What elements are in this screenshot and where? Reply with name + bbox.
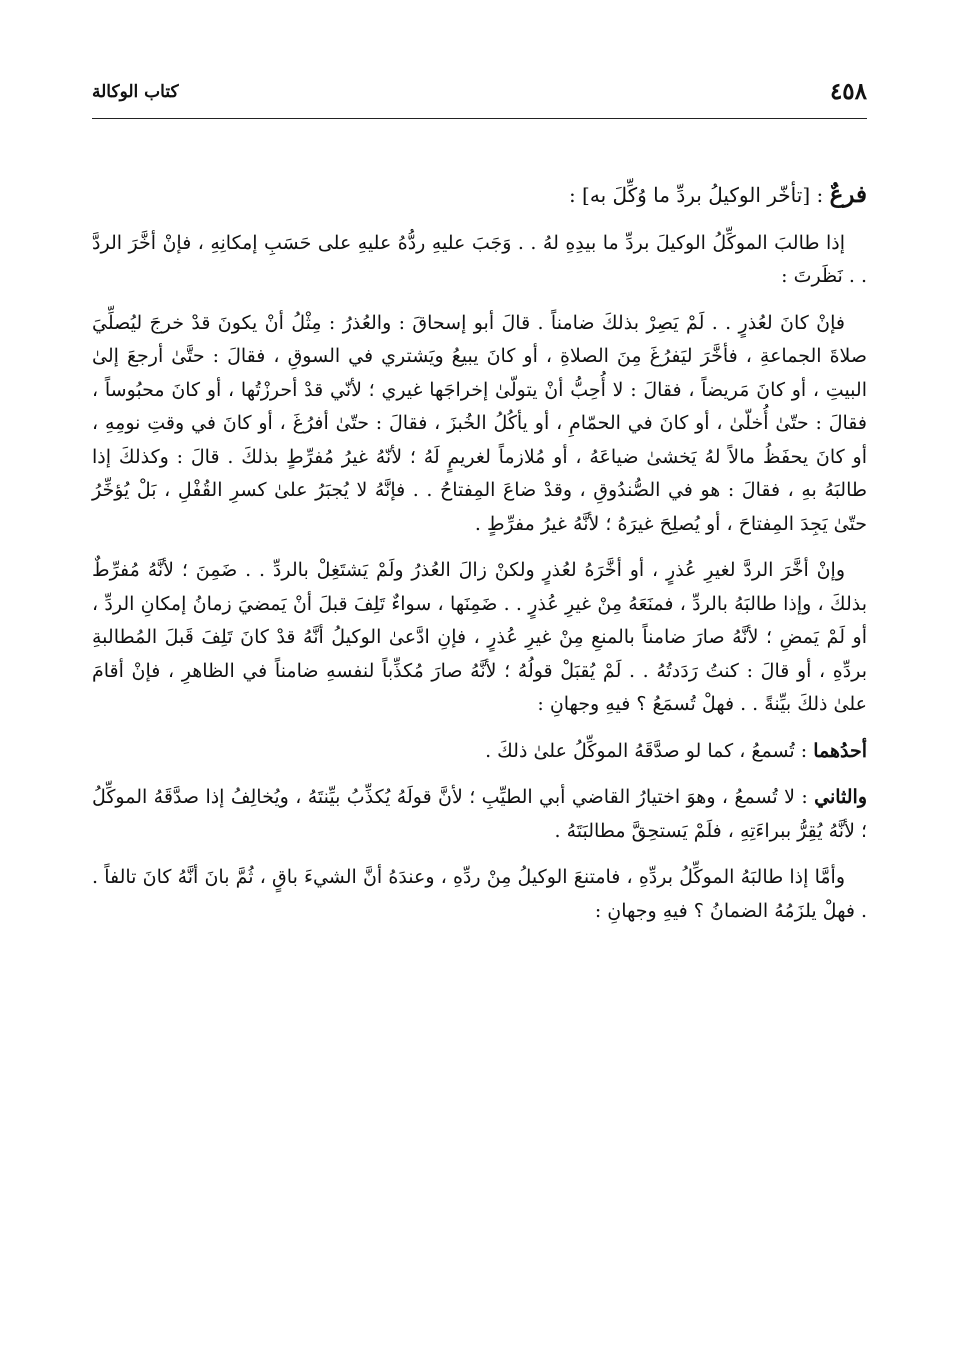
final-paragraph: وأمَّا إذا طالبَهُ الموكِّلُ بردِّهِ ، فامتنعَ الوكيلُ مِنْ ردِّهِ ، وعندَهُ أنَّ الشيءَ باقٍ ، ثُمَّ بانَ أنَّهُ كانَ تالفاً . . فهلْ يلزَمُهُ الضمانُ ؟ فيهِ وجهانِ : [92, 866, 867, 922]
page-number: ٤٥٨ [829, 78, 867, 105]
first-view-label: أحدُهما [813, 739, 867, 762]
paragraph-2: فإنْ كانَ لعُذرٍ . . لَمْ يَصِرْ بذلكَ ضامناً . قالَ أبو إسحاقَ : والعُذرُ : مِثْلُ أنْ يكونَ قدْ خرجَ ليُصلِّيَ صلاةَ الجماعةِ ، فأخَّرَ ليَفرُغَ مِنَ الصلاةِ ، أو كانَ يبيعُ ويَشتري في السوقِ ، فقالَ : حتَّىٰ أرجعَ إلىٰ البيتِ ، أو كانَ مَريضاً ، فقالَ : لا أُحِبُّ أنْ يتولّىٰ إخراجَها غيري ؛ لأنّي قدْ أحرزْتُها ، أو كانَ محبُوساً ، فقالَ : حتّىٰ أُخلّىٰ ، أو كانَ في الحمّامِ ، أو يأكُلُ الخُبزَ ، فقالَ : حتّىٰ أفرُغَ ، أو كانَ في وقتِ نومِهِ ، أو كانَ يحفَظُ مالاً لهُ يَخشىٰ ضياعَهُ ، أو مُلازماً لغريمٍ لَهُ ؛ لأنّهُ غيرُ مُفرِّطٍ بذلكَ . قالَ : وكذلكَ إذا طالبَهُ بهِ ، فقالَ : هو في الصُّندُوقِ ، وقدْ ضاعَ المِفتاحُ . . فإنَّهُ لا يُجبَرُ علىٰ كسرِ القُفْلِ ، بَلْ يُؤخِّرُ حتّىٰ يَجِدَ المِفتاحَ ، أو يُصلِحَ غيرَهُ ؛ لأنَّهُ غيرُ مفرِّطٍ . [92, 311, 867, 535]
paragraph-3: وإنْ أخَّرَ الردَّ لغيرِ عُذرٍ ، أو أخَّرَهُ لعُذرٍ ولكنْ زالَ العُذرُ ولَمْ يَشتَغِلْ بالردِّ . . ضَمِنَ ؛ لأنَّهُ مُفرِّطٌ بذلكَ ، وإذا طالبَهُ بالردِّ ، فمنَعَهُ مِنْ غيرِ عُذرٍ . . ضَمِنَها ، سواءٌ تَلِفَ قبلَ أنْ يَمضيَ زمانُ إمكانِ الردِّ ، أو لَمْ يَمضِ ؛ لأنَّهُ صارَ ضامناً بالمنعِ مِنْ غيرِ عُذرٍ ، فإنِ ادَّعىٰ الوكيلُ أنَّهُ قدْ كانَ تَلِفَ قَبلَ المُطالبةِ بردِّهِ ، أو قالَ : كنتُ رَدَدتُهُ . . لَمْ يُقبَلْ قولُهُ ؛ لأنَّهُ صارَ مُكذِّباً لنفسهِ ضامناً في الظاهرِ ، فإنْ أقامَ علىٰ ذلكَ بيِّنةً . . فهلْ تُسمَعُ ؟ فيهِ وجهانِ : [92, 559, 867, 715]
second-view-label: والثاني [814, 786, 867, 808]
page-body [92, 178, 867, 941]
first-view [92, 735, 867, 769]
paragraph-1: إذا طالبَ الموكِّلُ الوكيلَ بردِّ ما بيدِهِ لهُ . . وَجَبَ عليهِ ردُّهُ عليهِ على حَسَبِ إمكانِهِ ، فإنْ أخَّرَ الردَّ . . نَظَرتَ : [92, 231, 867, 287]
first-view-text: : تُسمعُ ، كما لو صدَّقَهُ الموكِّلُ علىٰ ذلكَ . [485, 739, 814, 762]
section-heading [92, 178, 867, 213]
second-view-text: : لا تُسمعُ ، وهوَ اختيارُ القاضي أبي الطيِّبِ ؛ لأنَّ قولَهُ يُكذِّبُ بيِّنتَهُ ، ويُخالِفُ إذا صدَّقَهُ الموكِّلُ ؛ لأنَّهُ يُقِرُّ ببراءَتِهِ ، فلَمْ يَستحِقَّ مطالبَتَهُ . [92, 786, 867, 842]
section-title: : [تأخّر الوكيلُ بردِّ ما وُكِّلَ به] : [568, 183, 830, 207]
second-view [92, 781, 867, 848]
running-header [92, 78, 867, 114]
section-label: فرعٌ [829, 181, 867, 208]
header-divider [92, 118, 867, 119]
book-title: كتاب الوكالة [92, 82, 179, 102]
